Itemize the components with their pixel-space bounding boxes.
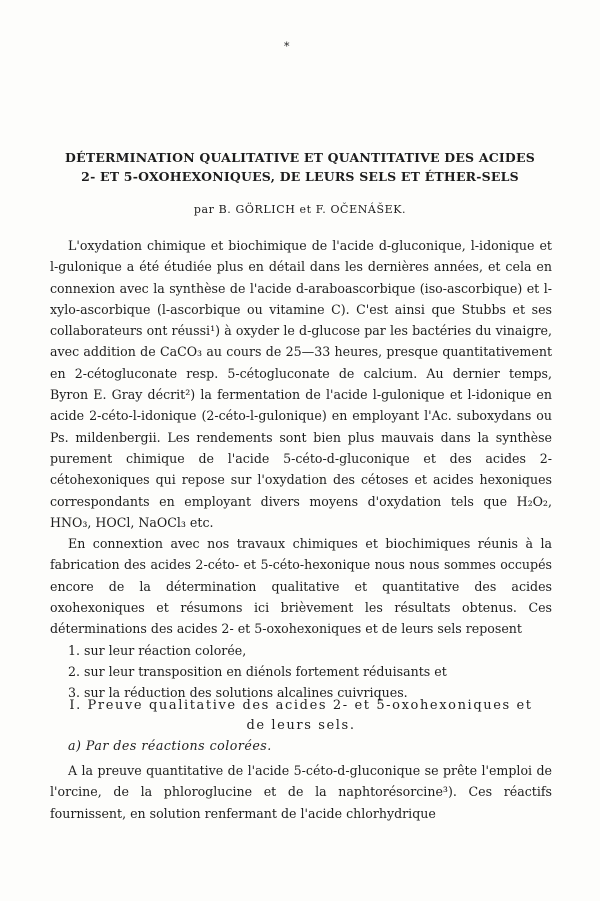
title-line-2: 2- ET 5-OXOHEXONIQUES, DE LEURS SELS ET ÉTHER-SELS bbox=[81, 169, 519, 184]
paragraph-3: A la preuve quantitative de l'acide 5-céto-d-gluconique se prête l'emploi de l'orcine, de la phloroglucine et de la naphtorésorcine³). Ces réactifs fournissent, en solution renfermant de l'acide chlorhydrique bbox=[50, 763, 552, 821]
article-title bbox=[40, 148, 560, 186]
paragraph-2: En connextion avec nos travaux chimiques et biochimiques réunis à la fabrication des acides 2-céto- et 5-céto-hexonique nous nous sommes occupés encore de la détermination qualitative et quantitative des acides oxohexoniques et résumons ici brièvement les résultats obtenus. Ces déterminations des acides 2- et 5-oxohexoniques et de leurs sels reposent bbox=[50, 536, 552, 637]
section-text bbox=[50, 760, 552, 824]
list-item: 2. sur leur transposition en diénols fortement réduisants et bbox=[68, 663, 447, 679]
page-mark: * bbox=[284, 40, 290, 53]
section-line-1: I. Preuve qualitative des acides 2- et 5-oxohexoniques et bbox=[69, 698, 533, 713]
authors: par B. GÖRLICH et F. OČENÁŠEK. bbox=[193, 203, 407, 216]
section-line-2: de leurs sels. bbox=[246, 718, 356, 733]
title-line-1: DÉTERMINATION QUALITATIVE ET QUANTITATIVE DES ACIDES bbox=[65, 150, 535, 165]
list-item: 1. sur leur réaction colorée, bbox=[68, 642, 247, 658]
intro-text bbox=[50, 235, 552, 704]
subsection-heading: a) Par des réactions colorées. bbox=[68, 738, 272, 753]
method-list bbox=[50, 640, 552, 704]
list-item: 3. sur la réduction des solutions alcalines cuivriques. bbox=[68, 685, 408, 701]
paragraph-1: L'oxydation chimique et biochimique de l'acide d-gluconique, l-idonique et l-gulonique a été étudiée plus en détail dans les dernières années, et cela en connexion avec la synthèse de l'acide d-araboascorbique (iso-ascorbique) et l-xylo-ascorbique (l-ascorbique ou vitamine C). C'est ainsi que Stubbs et ses collaborateurs ont réussi¹) à oxyder le d-glucose par les bactéries du vinaigre, avec addition de CaCO₃ au cours de 25—33 heures, presque quantitativement en 2-cétogluconate resp. 5-cétogluconate de calcium. Au dernier temps, Byron E. Gray décrit²) la fermentation de l'acide l-gulonique et l-idonique en acide 2-céto-l-idonique (2-céto-l-gulonique) en employant l'Ac. suboxydans ou Ps. mildenbergii. Les rendements sont bien plus mauvais dans la synthèse purement chimique de l'acide 5-céto-d-gluconique et des acides 2-cétohexoniques qui repose sur l'oxydation des cétoses et acides hexoniques correspondants en employant divers moyens d'oxydation tels que H₂O₂, HNO₃, HOCl, NaOCl₃ etc. bbox=[50, 238, 552, 530]
section-heading bbox=[50, 696, 552, 736]
